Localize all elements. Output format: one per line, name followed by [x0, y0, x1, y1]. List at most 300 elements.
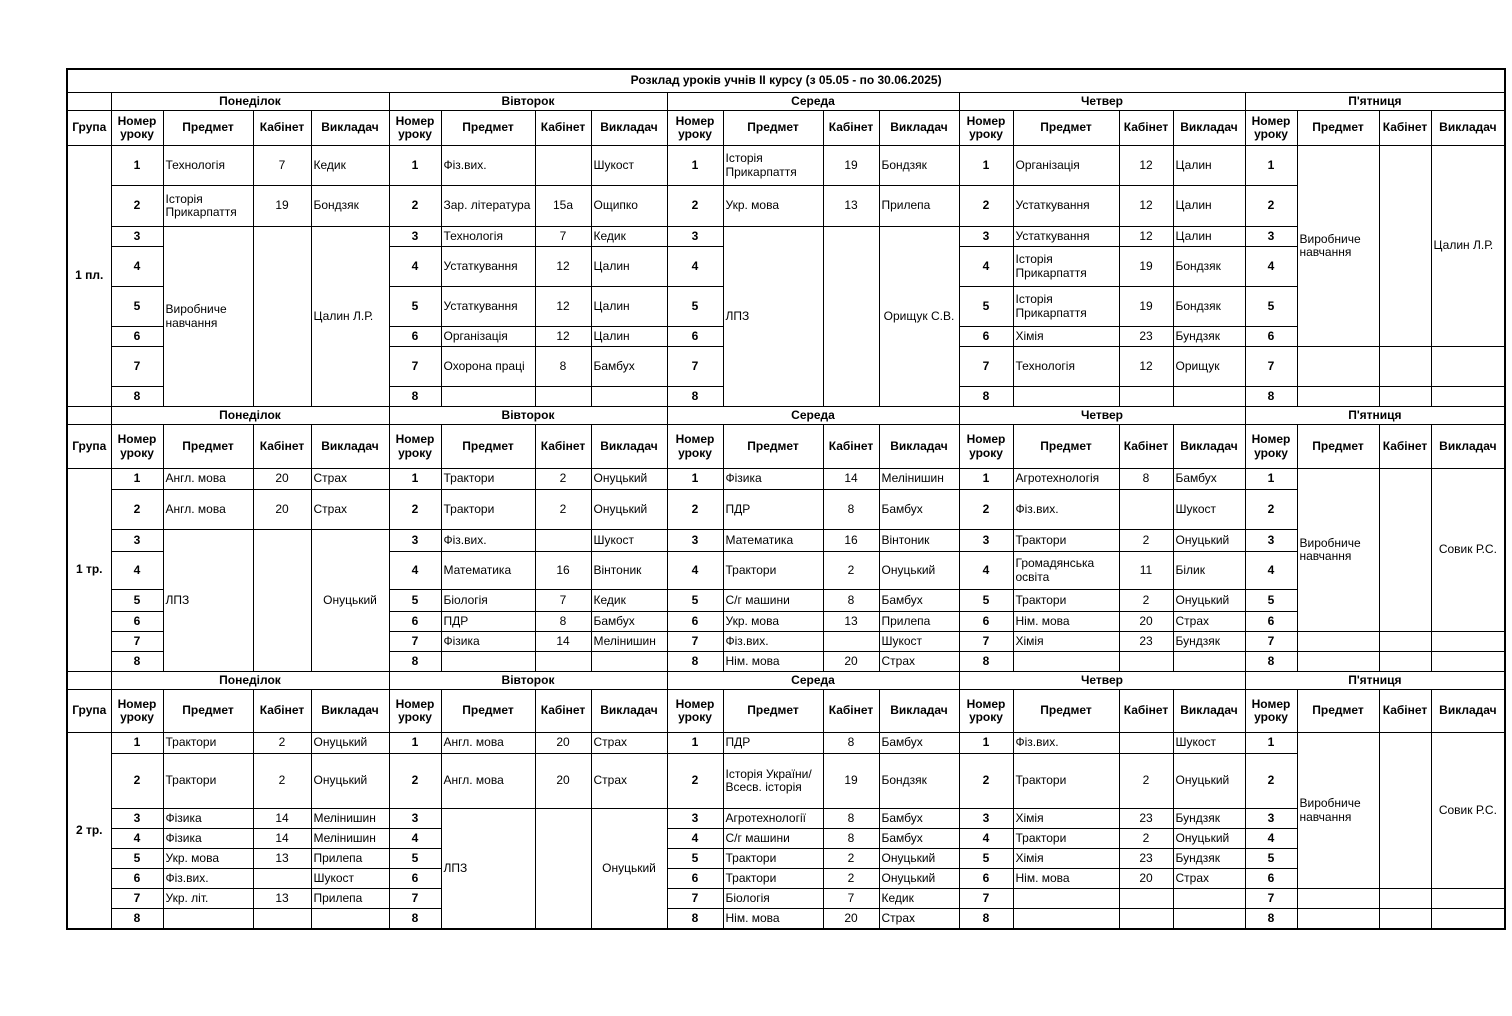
- teacher-cell: Цалин: [591, 247, 667, 287]
- teacher-cell: Прилепа: [311, 849, 389, 869]
- room-cell: 2: [823, 869, 879, 889]
- timetable: [66, 68, 1506, 930]
- room-cell: [1119, 889, 1173, 909]
- column-header-room: Кабінет: [1379, 111, 1431, 146]
- lesson-row: [67, 849, 1505, 869]
- lesson-number-cell: 1: [667, 146, 723, 186]
- day-header: Вівторок: [389, 93, 667, 111]
- teacher-cell: [1431, 652, 1505, 672]
- lesson-number-cell: 3: [1245, 809, 1297, 829]
- teacher-cell: Цалин: [591, 287, 667, 327]
- subject-cell: Трактори: [1013, 829, 1119, 849]
- day-header: Середа: [667, 407, 959, 425]
- room-cell: 12: [1119, 186, 1173, 227]
- subject-cell: [1297, 347, 1379, 387]
- lesson-number-cell: 6: [389, 327, 441, 347]
- lesson-row: [67, 733, 1505, 754]
- lesson-row: [67, 227, 1505, 247]
- lesson-number-cell: 7: [389, 889, 441, 909]
- column-header-teacher: Викладач: [591, 690, 667, 733]
- column-header-lesson-number: Номер уроку: [111, 111, 163, 146]
- room-cell: 14: [253, 829, 311, 849]
- subject-cell: Укр. мова: [163, 849, 253, 869]
- lesson-number-cell: 8: [1245, 652, 1297, 672]
- subject-cell: Агротехнологія: [1013, 469, 1119, 490]
- lesson-number-cell: 2: [667, 490, 723, 530]
- room-cell: 13: [823, 612, 879, 632]
- lesson-number-cell: 1: [389, 146, 441, 186]
- lesson-number-cell: 8: [111, 387, 163, 407]
- lesson-number-cell: 1: [111, 733, 163, 754]
- lesson-number-cell: 3: [389, 809, 441, 829]
- column-header-teacher: Викладач: [879, 111, 959, 146]
- day-header-row: [67, 407, 1505, 425]
- column-header-room: Кабінет: [1119, 111, 1173, 146]
- column-header-subject: Предмет: [723, 690, 823, 733]
- lesson-number-cell: 2: [389, 186, 441, 227]
- column-header-room: Кабінет: [535, 690, 591, 733]
- room-cell: 8: [823, 809, 879, 829]
- subject-cell: Хімія: [1013, 849, 1119, 869]
- subject-cell: [1297, 387, 1379, 407]
- lesson-number-cell: 3: [1245, 227, 1297, 247]
- subject-cell: С/г машини: [723, 829, 823, 849]
- subject-cell: Фіз.вих.: [723, 632, 823, 652]
- lesson-number-cell: 3: [111, 227, 163, 247]
- subject-cell: [441, 652, 535, 672]
- lesson-number-cell: 6: [1245, 869, 1297, 889]
- lesson-number-cell: 1: [667, 733, 723, 754]
- subject-cell: [1297, 889, 1379, 909]
- room-cell: 7: [253, 146, 311, 186]
- lesson-number-cell: 1: [111, 469, 163, 490]
- day-header: П'ятниця: [1245, 407, 1505, 425]
- lesson-number-cell: 8: [667, 387, 723, 407]
- room-cell: 8: [535, 347, 591, 387]
- subject-cell: Трактори: [441, 469, 535, 490]
- lesson-number-cell: 3: [111, 809, 163, 829]
- corner-cell: [67, 672, 111, 690]
- subject-cell: Зар. література: [441, 186, 535, 227]
- column-header-teacher: Викладач: [311, 425, 389, 469]
- teacher-cell: Мелінишин: [311, 809, 389, 829]
- teacher-cell: Онуцький: [1173, 590, 1245, 612]
- subject-cell: Виробниче навчання: [1297, 146, 1379, 347]
- room-cell: [1119, 490, 1173, 530]
- day-header: П'ятниця: [1245, 672, 1505, 690]
- teacher-cell: Прилепа: [879, 612, 959, 632]
- lesson-number-cell: 3: [959, 227, 1013, 247]
- lesson-number-cell: 4: [667, 552, 723, 590]
- lesson-number-cell: 2: [389, 490, 441, 530]
- lesson-number-cell: 5: [667, 590, 723, 612]
- column-header-teacher: Викладач: [591, 425, 667, 469]
- room-cell: 20: [823, 652, 879, 672]
- teacher-cell: Цалин: [1173, 186, 1245, 227]
- room-cell: [535, 146, 591, 186]
- subject-cell: Технологія: [1013, 347, 1119, 387]
- subject-cell: Біологія: [723, 889, 823, 909]
- lesson-number-cell: 1: [111, 146, 163, 186]
- teacher-cell: Білик: [1173, 552, 1245, 590]
- corner-cell: [67, 93, 111, 111]
- subject-cell: Устаткування: [441, 247, 535, 287]
- column-header-subject: Предмет: [1297, 690, 1379, 733]
- lesson-number-cell: 8: [667, 909, 723, 929]
- room-cell: [1379, 469, 1431, 632]
- day-header: Четвер: [959, 672, 1245, 690]
- column-header-lesson-number: Номер уроку: [667, 690, 723, 733]
- column-header-subject: Предмет: [723, 111, 823, 146]
- group-label: 1 пл.: [67, 146, 111, 407]
- room-cell: 23: [1119, 327, 1173, 347]
- lesson-number-cell: 2: [667, 754, 723, 809]
- lesson-number-cell: 6: [389, 869, 441, 889]
- column-header-row: [67, 111, 1505, 146]
- teacher-cell: [1173, 652, 1245, 672]
- lesson-number-cell: 6: [667, 327, 723, 347]
- lesson-row: [67, 829, 1505, 849]
- teacher-cell: [1431, 632, 1505, 652]
- lesson-number-cell: 8: [959, 652, 1013, 672]
- lesson-number-cell: 3: [389, 227, 441, 247]
- lesson-number-cell: 5: [959, 287, 1013, 327]
- lesson-number-cell: 1: [667, 469, 723, 490]
- room-cell: 8: [1119, 469, 1173, 490]
- lesson-number-cell: 6: [959, 869, 1013, 889]
- lesson-number-cell: 6: [959, 612, 1013, 632]
- room-cell: 2: [253, 733, 311, 754]
- lesson-number-cell: 5: [959, 849, 1013, 869]
- room-cell: 8: [823, 829, 879, 849]
- room-cell: 19: [1119, 247, 1173, 287]
- lesson-number-cell: 4: [389, 247, 441, 287]
- teacher-cell: Кедик: [311, 146, 389, 186]
- teacher-cell: Бамбух: [591, 612, 667, 632]
- lesson-number-cell: 7: [959, 632, 1013, 652]
- teacher-cell: Бамбух: [1173, 469, 1245, 490]
- subject-cell: Історія України/ Всесв. історія: [723, 754, 823, 809]
- subject-cell: Фізика: [723, 469, 823, 490]
- teacher-cell: Вінтоник: [879, 530, 959, 552]
- subject-cell: Устаткування: [441, 287, 535, 327]
- schedule-title: Розклад уроків учнів II курсу (з 05.05 - по 30.06.2025): [67, 69, 1505, 93]
- lesson-row: [67, 186, 1505, 227]
- lesson-number-cell: 5: [959, 590, 1013, 612]
- lesson-row: [67, 909, 1505, 929]
- column-header-teacher: Викладач: [1173, 425, 1245, 469]
- lesson-number-cell: 7: [667, 632, 723, 652]
- teacher-cell: Бамбух: [879, 590, 959, 612]
- lesson-number-cell: 3: [959, 530, 1013, 552]
- lesson-number-cell: 1: [389, 733, 441, 754]
- subject-cell: Фіз.вих.: [441, 146, 535, 186]
- column-header-subject: Предмет: [441, 425, 535, 469]
- teacher-cell: [1173, 889, 1245, 909]
- lesson-number-cell: 6: [111, 612, 163, 632]
- subject-cell: Агротехнології: [723, 809, 823, 829]
- column-header-lesson-number: Номер уроку: [667, 111, 723, 146]
- subject-cell: Біологія: [441, 590, 535, 612]
- column-header-teacher: Викладач: [311, 690, 389, 733]
- column-header-lesson-number: Номер уроку: [389, 425, 441, 469]
- teacher-cell: Бондзяк: [311, 186, 389, 227]
- day-header: Четвер: [959, 93, 1245, 111]
- teacher-cell: [311, 909, 389, 929]
- group-label: 2 тр.: [67, 733, 111, 929]
- lesson-number-cell: 6: [111, 869, 163, 889]
- room-cell: 2: [253, 754, 311, 809]
- lesson-number-cell: 1: [959, 146, 1013, 186]
- lesson-number-cell: 1: [1245, 469, 1297, 490]
- teacher-cell: Цалин Л.Р.: [311, 227, 389, 407]
- column-header-room: Кабінет: [253, 690, 311, 733]
- column-header-lesson-number: Номер уроку: [111, 690, 163, 733]
- lesson-number-cell: 7: [111, 889, 163, 909]
- room-cell: 7: [535, 227, 591, 247]
- title-row: [67, 69, 1505, 93]
- lesson-number-cell: 4: [667, 829, 723, 849]
- teacher-cell: Онуцький: [1173, 754, 1245, 809]
- teacher-cell: Бондзяк: [879, 146, 959, 186]
- lesson-number-cell: 2: [1245, 490, 1297, 530]
- room-cell: [253, 869, 311, 889]
- room-cell: 20: [1119, 869, 1173, 889]
- column-header-group: Група: [67, 111, 111, 146]
- lesson-number-cell: 8: [959, 909, 1013, 929]
- subject-cell: Трактори: [723, 849, 823, 869]
- room-cell: 23: [1119, 632, 1173, 652]
- subject-cell: Нім. мова: [1013, 612, 1119, 632]
- room-cell: 2: [1119, 590, 1173, 612]
- lesson-number-cell: 5: [1245, 590, 1297, 612]
- column-header-row: [67, 690, 1505, 733]
- teacher-cell: Бамбух: [879, 490, 959, 530]
- subject-cell: [163, 909, 253, 929]
- lesson-number-cell: 6: [667, 869, 723, 889]
- subject-cell: С/г машини: [723, 590, 823, 612]
- lesson-number-cell: 4: [389, 552, 441, 590]
- teacher-cell: Орищук С.В.: [879, 227, 959, 407]
- subject-cell: Фізика: [441, 632, 535, 652]
- teacher-cell: Онуцький: [1173, 530, 1245, 552]
- lesson-number-cell: 4: [1245, 829, 1297, 849]
- lesson-number-cell: 5: [111, 849, 163, 869]
- column-header-teacher: Викладач: [1431, 111, 1505, 146]
- subject-cell: Трактори: [163, 754, 253, 809]
- lesson-number-cell: 4: [959, 829, 1013, 849]
- subject-cell: Історія Прикарпаття: [1013, 287, 1119, 327]
- lesson-number-cell: 4: [111, 552, 163, 590]
- lesson-number-cell: 6: [111, 327, 163, 347]
- column-header-room: Кабінет: [535, 111, 591, 146]
- subject-cell: [1297, 632, 1379, 652]
- teacher-cell: Кедик: [591, 227, 667, 247]
- column-header-teacher: Викладач: [1173, 690, 1245, 733]
- teacher-cell: Страх: [311, 490, 389, 530]
- subject-cell: Англ. мова: [441, 733, 535, 754]
- subject-cell: Історія Прикарпаття: [1013, 247, 1119, 287]
- lesson-number-cell: 7: [111, 347, 163, 387]
- subject-cell: Фізика: [163, 809, 253, 829]
- lesson-number-cell: 5: [111, 287, 163, 327]
- teacher-cell: [1431, 889, 1505, 909]
- room-cell: 2: [535, 490, 591, 530]
- room-cell: [535, 387, 591, 407]
- lesson-row: [67, 809, 1505, 829]
- lesson-number-cell: 8: [959, 387, 1013, 407]
- column-header-lesson-number: Номер уроку: [389, 690, 441, 733]
- lesson-number-cell: 4: [1245, 247, 1297, 287]
- subject-cell: Устаткування: [1013, 186, 1119, 227]
- subject-cell: Англ. мова: [163, 490, 253, 530]
- column-header-lesson-number: Номер уроку: [1245, 111, 1297, 146]
- subject-cell: [1013, 387, 1119, 407]
- room-cell: [253, 530, 311, 672]
- subject-cell: Англ. мова: [441, 754, 535, 809]
- teacher-cell: Кедик: [591, 590, 667, 612]
- subject-cell: ЛПЗ: [441, 809, 535, 929]
- lesson-number-cell: 8: [389, 652, 441, 672]
- lesson-number-cell: 7: [389, 632, 441, 652]
- column-header-lesson-number: Номер уроку: [959, 111, 1013, 146]
- room-cell: 19: [823, 146, 879, 186]
- lesson-number-cell: 8: [667, 652, 723, 672]
- lesson-number-cell: 5: [1245, 287, 1297, 327]
- room-cell: 14: [535, 632, 591, 652]
- room-cell: 20: [823, 909, 879, 929]
- column-header-teacher: Викладач: [1431, 690, 1505, 733]
- room-cell: 12: [535, 247, 591, 287]
- column-header-lesson-number: Номер уроку: [959, 690, 1013, 733]
- lesson-number-cell: 7: [667, 347, 723, 387]
- teacher-cell: Цалин Л.Р.: [1431, 146, 1505, 347]
- lesson-number-cell: 8: [389, 387, 441, 407]
- subject-cell: Укр. літ.: [163, 889, 253, 909]
- room-cell: 2: [1119, 530, 1173, 552]
- lesson-number-cell: 2: [111, 754, 163, 809]
- subject-cell: ПДР: [723, 490, 823, 530]
- lesson-number-cell: 3: [389, 530, 441, 552]
- room-cell: [823, 632, 879, 652]
- room-cell: 23: [1119, 809, 1173, 829]
- room-cell: 19: [823, 754, 879, 809]
- room-cell: 14: [253, 809, 311, 829]
- column-header-room: Кабінет: [1119, 425, 1173, 469]
- room-cell: 2: [823, 849, 879, 869]
- column-header-room: Кабінет: [253, 425, 311, 469]
- subject-cell: Математика: [441, 552, 535, 590]
- room-cell: [535, 652, 591, 672]
- teacher-cell: Цалин: [1173, 227, 1245, 247]
- room-cell: 20: [1119, 612, 1173, 632]
- lesson-number-cell: 7: [389, 347, 441, 387]
- subject-cell: ЛПЗ: [723, 227, 823, 407]
- subject-cell: [1013, 652, 1119, 672]
- lesson-number-cell: 5: [389, 287, 441, 327]
- lesson-number-cell: 2: [1245, 186, 1297, 227]
- subject-cell: Трактори: [1013, 530, 1119, 552]
- teacher-cell: Онуцький: [879, 849, 959, 869]
- lesson-number-cell: 5: [389, 849, 441, 869]
- teacher-cell: Страх: [591, 754, 667, 809]
- teacher-cell: [1173, 909, 1245, 929]
- lesson-number-cell: 7: [959, 889, 1013, 909]
- teacher-cell: Страх: [1173, 612, 1245, 632]
- column-header-room: Кабінет: [1119, 690, 1173, 733]
- lesson-number-cell: 2: [959, 186, 1013, 227]
- lesson-number-cell: 4: [1245, 552, 1297, 590]
- lesson-row: [67, 754, 1505, 809]
- subject-cell: Математика: [723, 530, 823, 552]
- subject-cell: [1013, 889, 1119, 909]
- teacher-cell: Цалин: [1173, 146, 1245, 186]
- lesson-number-cell: 7: [1245, 889, 1297, 909]
- room-cell: 15а: [535, 186, 591, 227]
- column-header-room: Кабінет: [823, 111, 879, 146]
- room-cell: 13: [253, 889, 311, 909]
- room-cell: 2: [823, 552, 879, 590]
- column-header-room: Кабінет: [823, 690, 879, 733]
- lesson-number-cell: 1: [389, 469, 441, 490]
- teacher-cell: Шукост: [591, 530, 667, 552]
- room-cell: [253, 909, 311, 929]
- subject-cell: [441, 387, 535, 407]
- teacher-cell: Мелінишин: [879, 469, 959, 490]
- room-cell: [1379, 889, 1431, 909]
- teacher-cell: Страх: [879, 652, 959, 672]
- column-header-teacher: Викладач: [1431, 425, 1505, 469]
- subject-cell: Організація: [1013, 146, 1119, 186]
- lesson-number-cell: 6: [1245, 612, 1297, 632]
- teacher-cell: Онуцький: [591, 809, 667, 929]
- teacher-cell: Страх: [1173, 869, 1245, 889]
- room-cell: 20: [253, 490, 311, 530]
- lesson-number-cell: 2: [959, 754, 1013, 809]
- teacher-cell: Мелінишин: [311, 829, 389, 849]
- lesson-number-cell: 2: [667, 186, 723, 227]
- lesson-number-cell: 5: [1245, 849, 1297, 869]
- lesson-number-cell: 7: [959, 347, 1013, 387]
- subject-cell: Англ. мова: [163, 469, 253, 490]
- lesson-number-cell: 5: [389, 590, 441, 612]
- room-cell: [1379, 909, 1431, 929]
- teacher-cell: Ощипко: [591, 186, 667, 227]
- lesson-number-cell: 1: [1245, 733, 1297, 754]
- room-cell: 8: [823, 490, 879, 530]
- subject-cell: Хімія: [1013, 809, 1119, 829]
- day-header: Понеділок: [111, 407, 389, 425]
- subject-cell: Історія Прикарпаття: [163, 186, 253, 227]
- lesson-number-cell: 5: [667, 849, 723, 869]
- lesson-number-cell: 5: [111, 590, 163, 612]
- corner-cell: [67, 407, 111, 425]
- teacher-cell: Страх: [311, 469, 389, 490]
- subject-cell: Фізика: [163, 829, 253, 849]
- teacher-cell: Бондзяк: [879, 754, 959, 809]
- teacher-cell: [591, 652, 667, 672]
- lesson-number-cell: 1: [959, 469, 1013, 490]
- room-cell: [1379, 632, 1431, 652]
- subject-cell: Нім. мова: [1013, 869, 1119, 889]
- teacher-cell: Мелінишин: [591, 632, 667, 652]
- teacher-cell: Онуцький: [311, 733, 389, 754]
- room-cell: [253, 227, 311, 407]
- group-section-2: [67, 407, 1505, 672]
- lesson-number-cell: 4: [111, 829, 163, 849]
- subject-cell: Нім. мова: [723, 909, 823, 929]
- subject-cell: [1013, 909, 1119, 929]
